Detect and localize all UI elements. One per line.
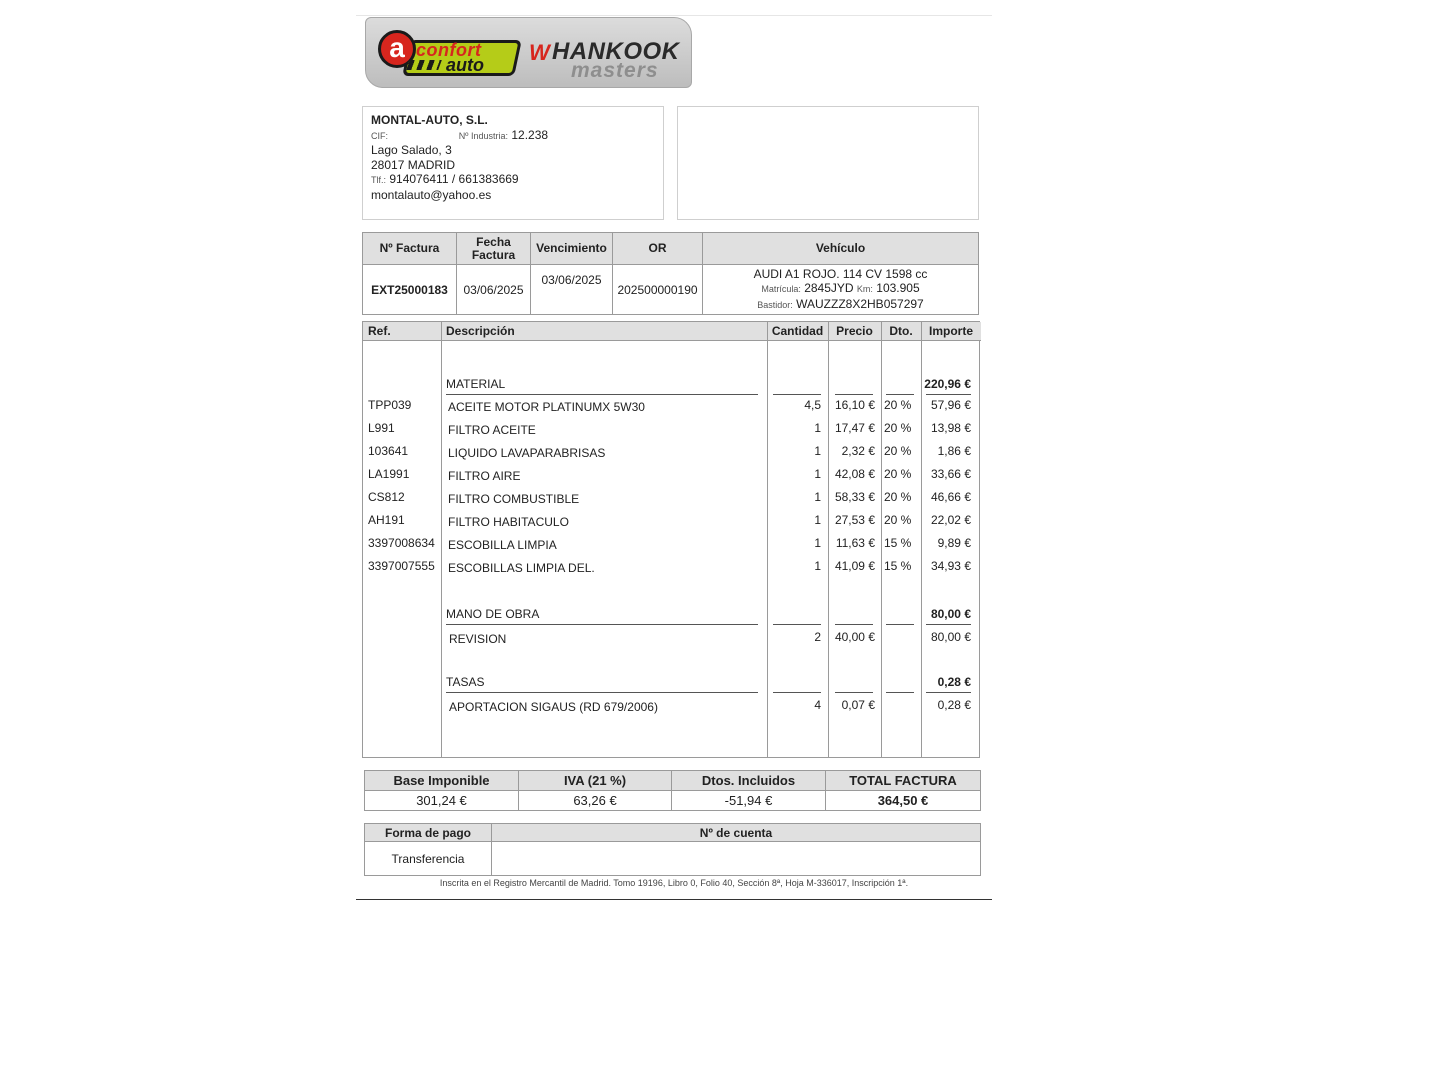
item-price: 11,63 € — [835, 536, 875, 550]
item-ref: CS812 — [368, 490, 405, 504]
items-table — [362, 321, 980, 758]
cif-label: CIF: — [371, 130, 388, 141]
col-factura: Nº Factura — [363, 233, 457, 265]
item-desc: FILTRO HABITACULO — [448, 515, 569, 529]
dtos-label: Dtos. Incluidos — [672, 771, 826, 791]
item-price: 42,08 € — [834, 467, 875, 481]
col-divider — [441, 322, 442, 757]
tasas-qty: 4 — [814, 698, 821, 712]
iva-value: 63,26 € — [519, 791, 672, 811]
section-rule — [446, 394, 758, 395]
col-divider — [767, 322, 768, 757]
col-descripcion: Descripción — [441, 322, 767, 341]
item-desc: LIQUIDO LAVAPARABRISAS — [448, 446, 606, 460]
vehicle-desc: AUDI A1 ROJO. 114 CV 1598 cc — [753, 266, 928, 281]
item-qty: 4,5 — [804, 398, 821, 412]
vehicle-plate-km — [703, 281, 978, 297]
item-dto: 20 % — [884, 513, 912, 527]
matricula-value: 2845JYD — [804, 281, 854, 296]
item-amount: 1,86 € — [937, 444, 971, 458]
col-vehiculo: Vehículo — [703, 233, 979, 265]
iva-label: IVA (21 %) — [519, 771, 672, 791]
client-box — [677, 106, 979, 220]
total-value: 364,50 € — [826, 791, 981, 811]
vehicle-vin — [703, 297, 978, 313]
item-desc: ESCOBILLAS LIMPIA DEL. — [448, 561, 595, 575]
tel-value: 914076411 / 661383669 — [389, 172, 519, 186]
section-rule — [886, 394, 914, 395]
item-amount: 57,96 € — [930, 398, 971, 412]
item-price: 58,33 € — [834, 490, 875, 504]
factura-number: EXT25000183 — [363, 265, 457, 315]
vencimiento-date: 03/06/2025 — [531, 265, 613, 315]
col-cantidad: Cantidad — [767, 322, 828, 341]
section-tasas-title: TASAS — [446, 675, 485, 689]
industria-value: 12.238 — [511, 127, 549, 142]
item-dto: 15 % — [884, 536, 912, 550]
cuenta-label: Nº de cuenta — [492, 824, 981, 842]
vehicle-info — [703, 265, 979, 315]
item-amount: 33,66 € — [930, 467, 971, 481]
company-address: Lago Salado, 3 — [371, 143, 452, 157]
section-rule — [773, 624, 821, 625]
item-price: 41,09 € — [834, 559, 875, 573]
item-qty: 1 — [814, 559, 821, 573]
cuenta-value — [492, 842, 981, 876]
item-qty: 1 — [814, 490, 821, 504]
section-rule — [926, 624, 971, 625]
invoice-header-table — [362, 232, 979, 315]
item-price: 2,32 € — [841, 444, 875, 458]
invoice-page — [356, 12, 992, 902]
dtos-value: -51,94 € — [672, 791, 826, 811]
logo-confort-text: confort — [416, 40, 482, 60]
forma-pago-value: Transferencia — [365, 842, 492, 876]
item-qty: 1 — [814, 536, 821, 550]
top-rule — [356, 15, 992, 16]
company-city: 28017 MADRID — [371, 157, 456, 172]
col-or: OR — [613, 233, 703, 265]
mano-qty: 2 — [814, 630, 821, 644]
bottom-rule — [356, 899, 992, 900]
item-desc: FILTRO COMBUSTIBLE — [448, 492, 580, 506]
company-phone — [371, 172, 655, 188]
item-qty: 1 — [814, 444, 821, 458]
totals-table — [364, 770, 981, 811]
item-ref: 103641 — [368, 444, 409, 458]
bastidor-label: Bastidor: — [757, 299, 793, 310]
item-ref: AH191 — [368, 513, 405, 527]
item-dto: 15 % — [884, 559, 912, 573]
section-rule — [835, 692, 873, 693]
factura-date: 03/06/2025 — [457, 265, 531, 315]
km-value: 103.905 — [876, 281, 920, 296]
section-tasas-total: 0,28 € — [937, 675, 971, 689]
item-price: 27,53 € — [834, 513, 875, 527]
base-value: 301,24 € — [365, 791, 519, 811]
mano-price: 40,00 € — [834, 630, 875, 644]
checkered-flag-icon — [406, 60, 442, 70]
item-dto: 20 % — [884, 490, 912, 504]
item-amount: 9,89 € — [937, 536, 971, 550]
forma-pago-label: Forma de pago — [365, 824, 492, 842]
hankook-mark-icon: W — [529, 40, 550, 65]
item-amount: 22,02 € — [930, 513, 971, 527]
col-divider — [828, 322, 829, 757]
item-ref: TPP039 — [368, 398, 412, 412]
mano-desc: REVISION — [449, 632, 507, 646]
col-divider — [921, 322, 922, 757]
item-desc: FILTRO ACEITE — [448, 423, 536, 437]
item-amount: 13,98 € — [930, 421, 971, 435]
section-rule — [886, 624, 914, 625]
or-number: 202500000190 — [613, 265, 703, 315]
section-rule — [835, 624, 873, 625]
item-ref: 3397008634 — [368, 536, 435, 550]
section-rule — [886, 692, 914, 693]
col-fecha: Fecha Factura — [457, 233, 531, 265]
item-ref: L991 — [368, 421, 395, 435]
item-dto: 20 % — [884, 398, 912, 412]
item-desc: ACEITE MOTOR PLATINUMX 5W30 — [448, 400, 645, 414]
payment-table — [364, 823, 981, 876]
col-vencimiento: Vencimiento — [531, 233, 613, 265]
company-email: montalauto@yahoo.es — [371, 187, 492, 202]
item-price: 16,10 € — [834, 398, 875, 412]
base-label: Base Imponible — [365, 771, 519, 791]
section-rule — [926, 692, 971, 693]
item-amount: 34,93 € — [930, 559, 971, 573]
company-name: MONTAL-AUTO, S.L. — [371, 113, 488, 127]
section-rule — [773, 394, 821, 395]
company-info — [362, 106, 664, 220]
total-label: TOTAL FACTURA — [826, 771, 981, 791]
section-rule — [446, 624, 758, 625]
col-divider — [881, 322, 882, 757]
bastidor-value: WAUZZZ8X2HB057297 — [796, 296, 924, 311]
logo-hankook-text: HANKOOK — [552, 38, 680, 65]
km-label: Km: — [856, 284, 873, 295]
item-amount: 46,66 € — [930, 490, 971, 504]
col-dto: Dto. — [881, 322, 921, 341]
section-rule — [926, 394, 971, 395]
col-ref: Ref. — [363, 322, 441, 341]
item-dto: 20 % — [884, 467, 912, 481]
col-precio: Precio — [828, 322, 881, 341]
tasas-desc: APORTACION SIGAUS (RD 679/2006) — [449, 700, 658, 714]
item-qty: 1 — [814, 467, 821, 481]
section-mano-title: MANO DE OBRA — [446, 607, 540, 621]
item-qty: 1 — [814, 513, 821, 527]
section-rule — [835, 394, 873, 395]
section-material-total: 220,96 € — [924, 377, 971, 391]
logo-auto-text: auto — [446, 55, 484, 75]
tasas-price: 0,07 € — [841, 698, 875, 712]
mano-amount: 80,00 € — [930, 630, 971, 644]
section-rule — [446, 692, 758, 693]
confort-auto-a-icon: a — [378, 30, 416, 68]
registry-footer: Inscrita en el Registro Mercantil de Madrid. Tomo 19196, Libro 0, Folio 40, Sección 8ª, Hoja M-336017, Inscripción 1ª. — [439, 878, 909, 888]
section-material-title: MATERIAL — [446, 377, 506, 391]
brand-logo — [365, 17, 692, 88]
item-desc: FILTRO AIRE — [448, 469, 521, 483]
tasas-amount: 0,28 € — [937, 698, 971, 712]
item-qty: 1 — [814, 421, 821, 435]
section-mano-total: 80,00 € — [930, 607, 971, 621]
tel-label: Tlf.: — [371, 175, 386, 185]
company-ids — [371, 128, 655, 144]
item-desc: ESCOBILLA LIMPIA — [448, 538, 557, 552]
col-importe: Importe — [921, 322, 981, 341]
industria-label: Nº Industria: — [458, 130, 508, 141]
item-dto: 20 % — [884, 421, 912, 435]
item-ref: LA1991 — [368, 467, 410, 481]
item-dto: 20 % — [884, 444, 912, 458]
logo-masters-text: masters — [571, 59, 659, 82]
item-ref: 3397007555 — [368, 559, 435, 573]
section-rule — [773, 692, 821, 693]
item-price: 17,47 € — [834, 421, 875, 435]
matricula-label: Matrícula: — [761, 284, 801, 295]
